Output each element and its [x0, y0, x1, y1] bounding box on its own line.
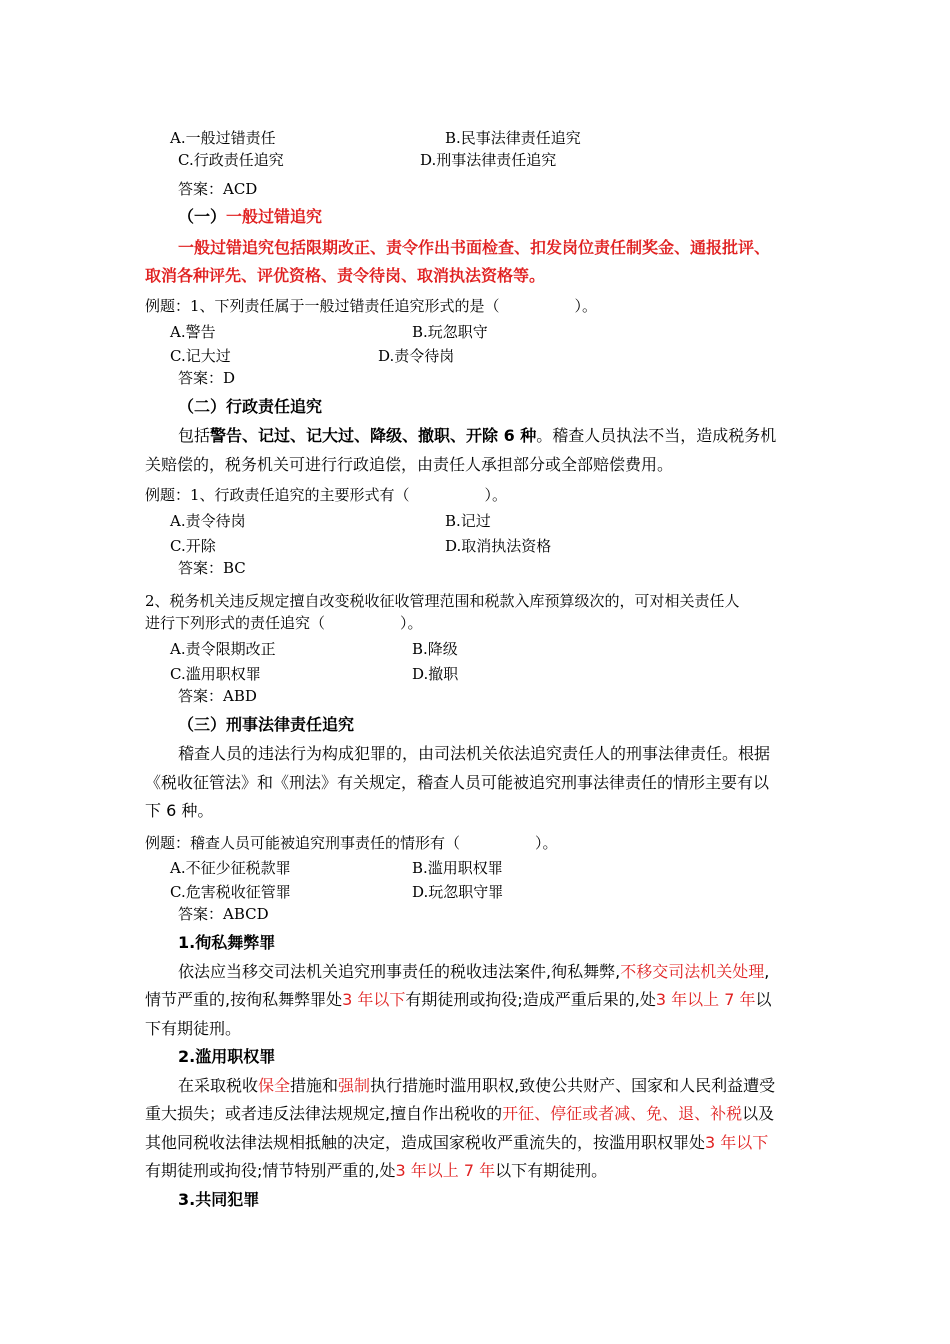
- body-text: 一般过错追究包括限期改正、责令作出书面检查、扣发岗位责任制奖金、通报批评、: [178, 238, 771, 257]
- answer: 答案：ABCD: [178, 905, 269, 923]
- body-text: 稽查人员的违法行为构成犯罪的，由司法机关依法追究责任人的刑事法律责任。根据: [178, 744, 771, 763]
- option-a: A.责令待岗: [170, 512, 246, 530]
- text-run: 在采取税收: [178, 1076, 259, 1095]
- option-b: B.玩忽职守: [412, 323, 488, 341]
- text-run: ,: [764, 962, 770, 981]
- text-run: 重大损失；或者违反法律法规规定,擅自作出税收的: [145, 1104, 503, 1123]
- text-run: 以及: [742, 1104, 775, 1123]
- text-run-red: 开征、停征或者减、免、退、补税: [502, 1104, 743, 1123]
- body-text: [178, 1076, 775, 1096]
- subsection-heading: 1.徇私舞弊罪: [178, 933, 276, 952]
- section-heading: [178, 207, 322, 227]
- option-d: D.刑事法律责任追究: [420, 151, 557, 169]
- option-a: A.一般过错责任: [170, 129, 276, 147]
- option-c: C.行政责任追究: [178, 151, 284, 169]
- body-text: [178, 426, 776, 446]
- option-d: D.责令待岗: [378, 347, 455, 365]
- body-text: [178, 962, 769, 982]
- text-run: 有期徒刑或拘役;造成严重后果的,处: [405, 990, 656, 1009]
- question: 2、税务机关违反规定擅自改变税收征收管理范围和税款入库预算级次的，可对相关责任人: [145, 592, 740, 610]
- option-b: B.滥用职权罪: [412, 859, 503, 877]
- text-run-red: 3 年以上 7 年: [655, 990, 756, 1009]
- text-run: 以: [755, 990, 772, 1009]
- text-run-red: 保全: [258, 1076, 291, 1095]
- text-run: 包括: [178, 426, 211, 445]
- text-run: 执行措施时滥用职权,致使公共财产、国家和人民利益遭受: [370, 1076, 776, 1095]
- option-b: B.民事法律责任追究: [445, 129, 581, 147]
- answer: 答案：ABD: [178, 687, 257, 705]
- option-c: C.开除: [170, 537, 216, 555]
- text-run: 有期徒刑或拘役;情节特别严重的,处: [145, 1161, 396, 1180]
- option-d: D.玩忽职守罪: [412, 883, 504, 901]
- text-run: 措施和: [290, 1076, 339, 1095]
- question: 例题：1、下列责任属于一般过错责任追究形式的是（ ）。: [145, 297, 598, 315]
- text-run-bold: 警告、记过、记大过、降级、撤职、开除 6 种: [210, 426, 537, 445]
- text-run-red: 3 年以下: [342, 990, 406, 1009]
- option-a: A.责令限期改正: [170, 640, 276, 658]
- option-d: D.撤职: [412, 665, 459, 683]
- body-text: [145, 1161, 607, 1181]
- option-b: B.降级: [412, 640, 458, 658]
- body-text: 下 6 种。: [145, 801, 214, 820]
- option-b: B.记过: [445, 512, 491, 530]
- heading-number: （一）: [178, 207, 227, 226]
- subsection-heading: 2.滥用职权罪: [178, 1047, 276, 1066]
- section-heading: （二）行政责任追究: [178, 397, 323, 416]
- text-run: 其他同税收法律法规相抵触的决定，造成国家税收严重流失的，按滥用职权罪处: [145, 1133, 706, 1152]
- body-text: 《税收征管法》和《刑法》有关规定，稽查人员可能被追究刑事法律责任的情形主要有以: [145, 773, 770, 792]
- subsection-heading: 3.共同犯罪: [178, 1190, 260, 1209]
- body-text: 下有期徒刑。: [145, 1019, 242, 1038]
- option-a: A.不征少征税款罪: [170, 859, 291, 877]
- text-run: 情节严重的,按徇私舞弊罪处: [145, 990, 343, 1009]
- body-text: 取消各种评先、评优资格、责令待岗、取消执法资格等。: [145, 266, 546, 285]
- text-run: 。稽查人员执法不当，造成税务机: [536, 426, 777, 445]
- text-run-red: 不移交司法机关处理: [620, 962, 765, 981]
- text-run-red: 3 年以下: [705, 1133, 769, 1152]
- answer: 答案：BC: [178, 559, 246, 577]
- text-run: 以下有期徒刑。: [495, 1161, 608, 1180]
- option-c: C.记大过: [170, 347, 231, 365]
- text-run-red: 3 年以上 7 年: [395, 1161, 496, 1180]
- text-run: 依法应当移交司法机关追究刑事责任的税收违法案件,徇私舞弊,: [178, 962, 621, 981]
- question: 例题：1、行政责任追究的主要形式有（ ）。: [145, 486, 508, 504]
- section-heading: （三）刑事法律责任追究: [178, 715, 355, 734]
- question: 例题：稽查人员可能被追究刑事责任的情形有（ ）。: [145, 834, 558, 852]
- body-text: 关赔偿的，税务机关可进行行政追偿，由责任人承担部分或全部赔偿费用。: [145, 455, 674, 474]
- heading-text: 一般过错追究: [226, 207, 323, 226]
- option-c: C.危害税收征管罪: [170, 883, 291, 901]
- option-a: A.警告: [170, 323, 216, 341]
- answer: 答案：D: [178, 369, 236, 387]
- question: 进行下列形式的责任追究（ ）。: [145, 614, 423, 632]
- option-c: C.滥用职权罪: [170, 665, 261, 683]
- body-text: [145, 1104, 774, 1124]
- body-text: [145, 1133, 768, 1153]
- text-run-red: 强制: [338, 1076, 371, 1095]
- answer: 答案：ACD: [178, 180, 258, 198]
- body-text: [145, 990, 772, 1010]
- option-d: D.取消执法资格: [445, 537, 552, 555]
